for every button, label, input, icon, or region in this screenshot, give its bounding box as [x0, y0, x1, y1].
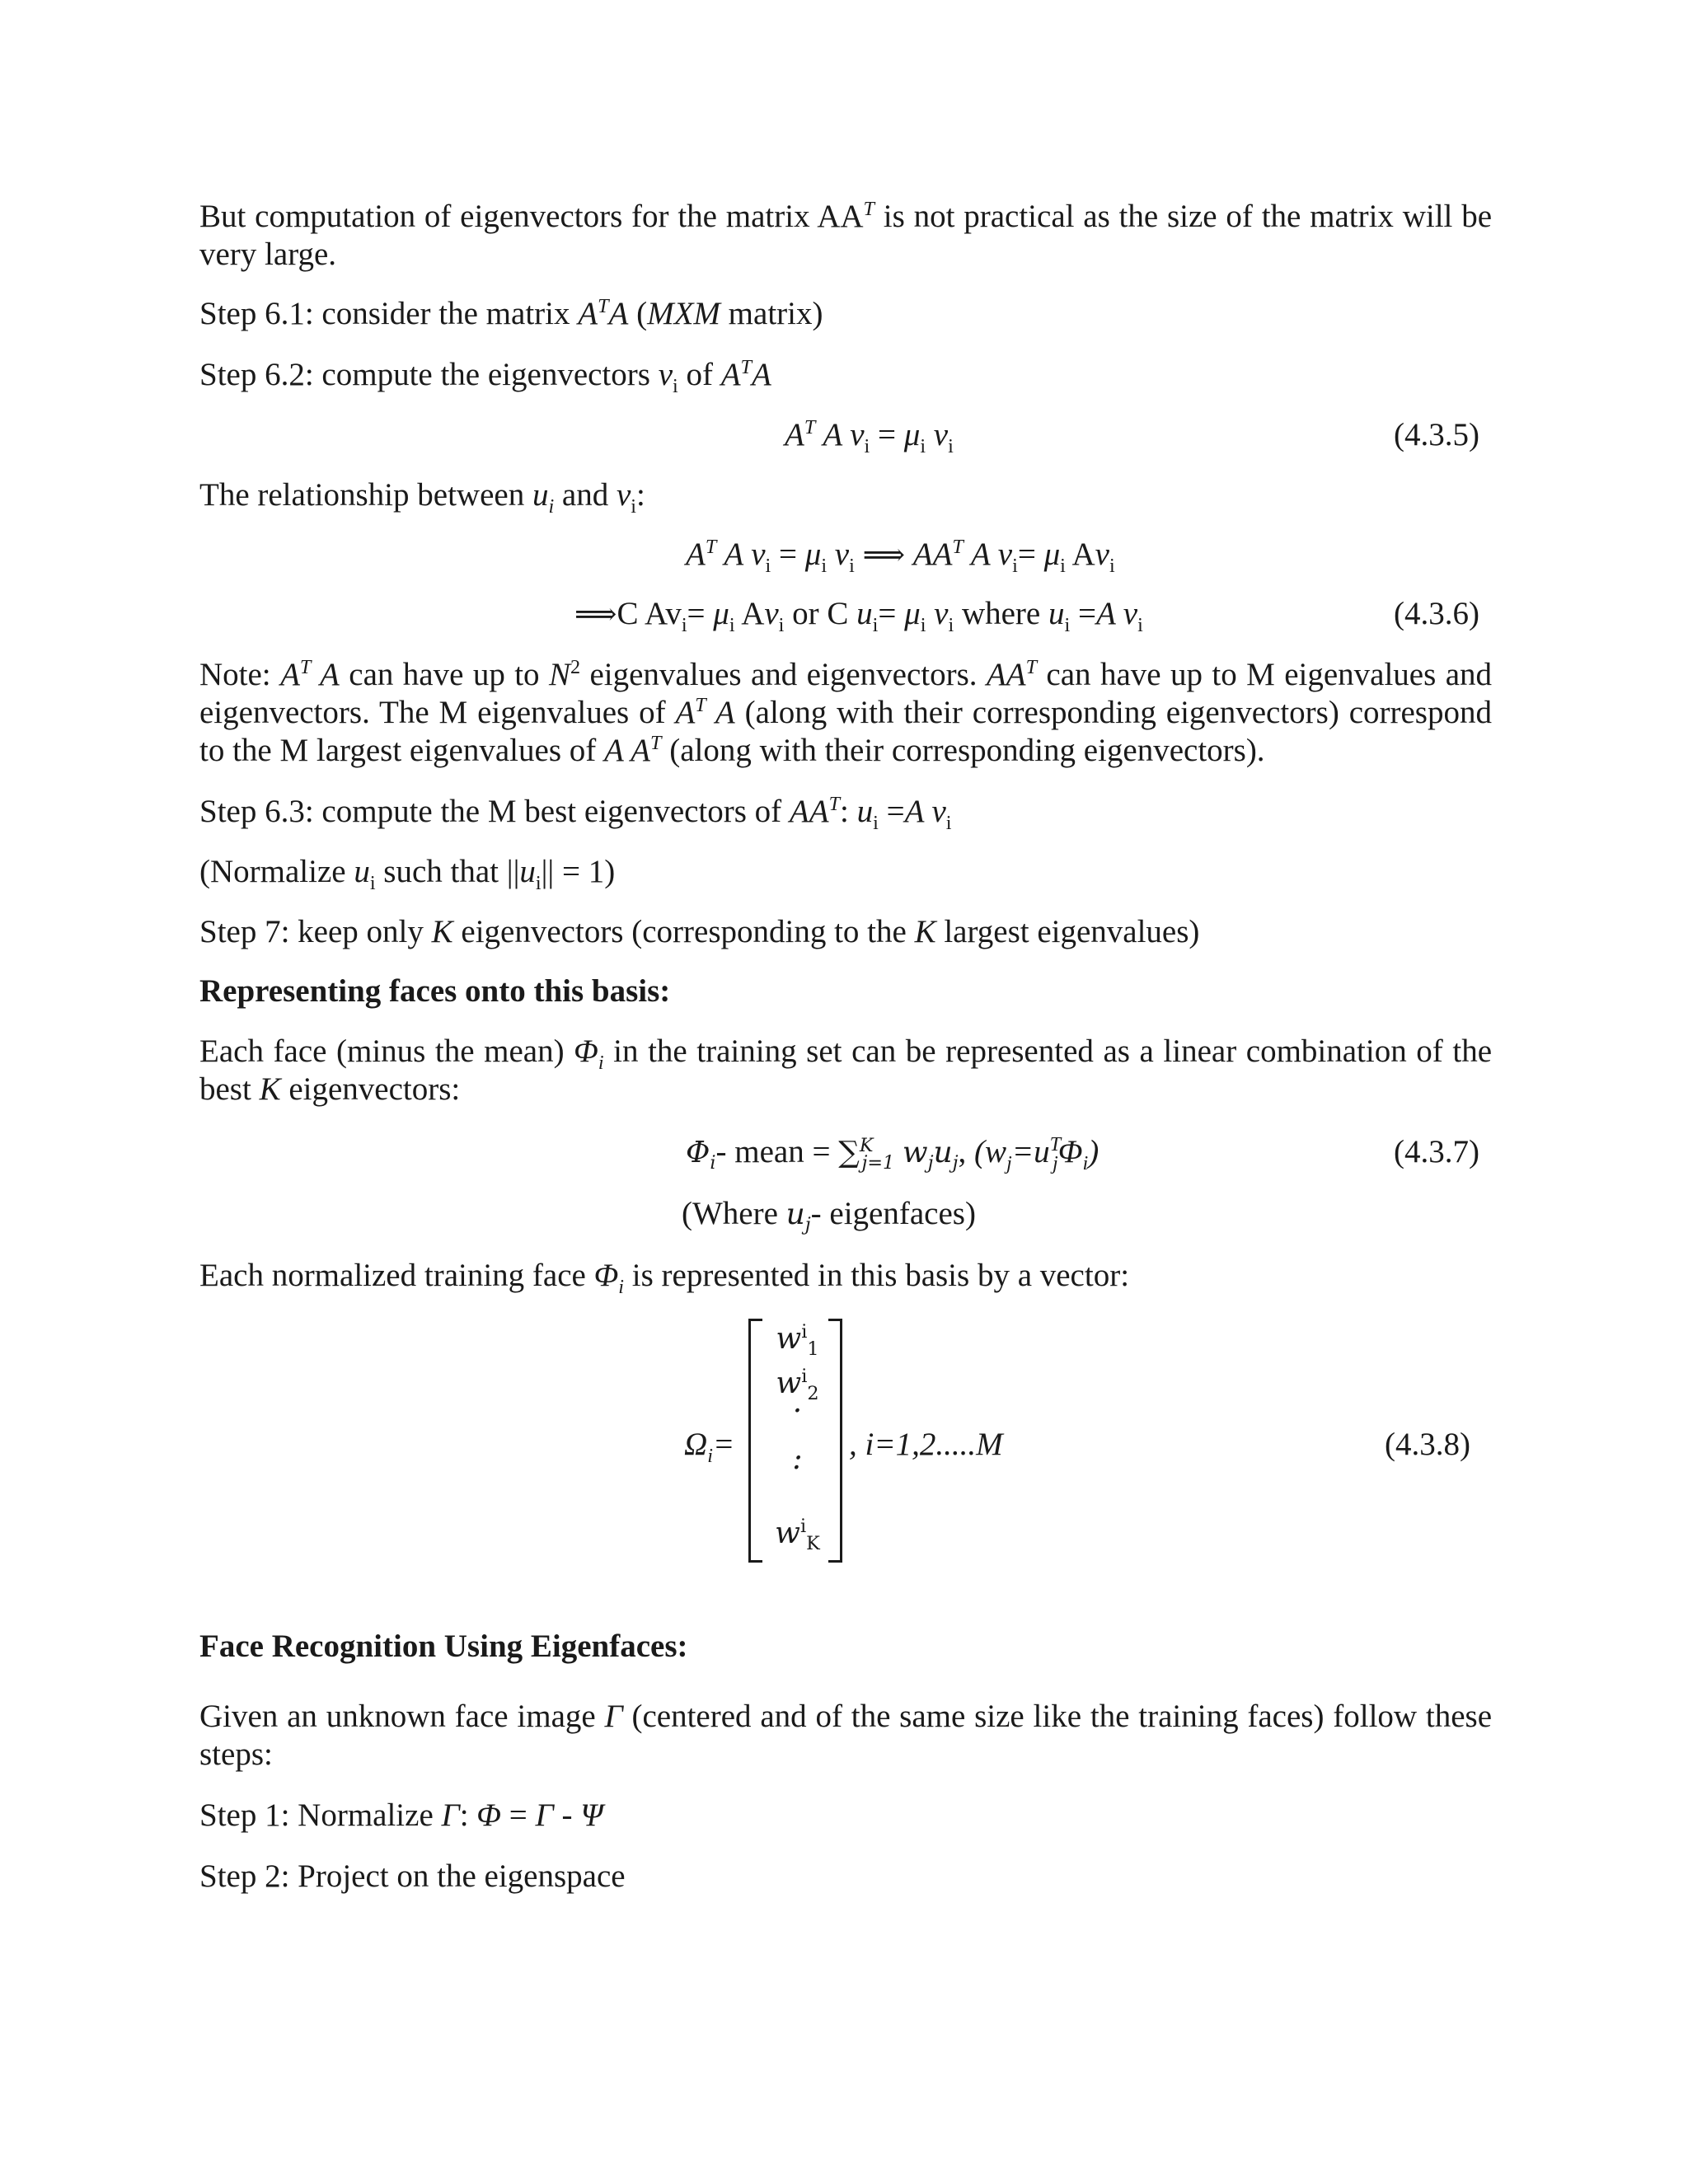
step-6-1: Step 6.1: consider the matrix $A^TA$ (MXM matrix)	[199, 295, 823, 331]
each-normalized-post: is represented in this basis by a vector:	[624, 1258, 1130, 1293]
normalize-text: (Normalize	[199, 854, 354, 889]
step-7: Step 7: keep only K eigenvectors (corresponding to the K largest eigenvalues)	[199, 914, 1200, 949]
where-eigenfaces: (Where $u_j-$ eigenfaces)	[682, 1196, 976, 1236]
heading-face-recognition: Face Recognition Using Eigenfaces:	[199, 1629, 688, 1664]
relationship-text: The relationship between	[199, 477, 532, 513]
matrix-dot: ·	[792, 1394, 803, 1428]
note-text-5: (along with their corresponding eigenvectors).	[661, 733, 1265, 769]
step-7-end: largest eigenvalues)	[935, 914, 1200, 949]
equation-number: (4.3.8)	[1385, 1427, 1470, 1462]
equation-4-3-6-line1: $A^T$ A $v_i = \mu_i$ $v_i$ ⟹ $AA^T$ A $v_i= \mu_i$ $Av_i$	[686, 536, 1115, 577]
normalize-such-that: such that ||	[375, 854, 520, 889]
step-7-mid: eigenvectors (corresponding to the	[452, 914, 915, 949]
equation-number: (4.3.7)	[1394, 1134, 1479, 1169]
mxm-text: MXM	[647, 296, 720, 331]
step-6-2-text: Step 6.2: compute the eigenvectors	[199, 357, 659, 392]
matrix-cell-w1: $w^i_1$	[776, 1321, 819, 1361]
given-post: (centered and of the same size like the training faces) follow these steps:	[199, 1699, 1492, 1773]
recognition-step-1: Step 1: Normalize Γ: Φ = Γ - Ψ	[199, 1797, 603, 1833]
eq-or: or C	[784, 596, 857, 631]
step-6-3: Step 6.3: compute the M best eigenvectors of $AA^T$: $u_i =A$ $v_i$	[199, 793, 952, 834]
transpose-sup: T	[863, 198, 874, 220]
equation-4-3-6-line2: ⟹C $Av_i= \mu_i$ $Av_i$ or C $u_i= \mu_i$ $v_i$ where $u_i =A$ $v_i$ (4.3.6)	[574, 596, 1479, 636]
where-post: - eigenfaces)	[810, 1196, 976, 1231]
intro-paragraph	[199, 198, 1492, 274]
recognition-step-2: Step 2: Project on the eigenspace	[199, 1858, 626, 1894]
each-normalized-line: Each normalized training face $\Phi_i$ is represented in this basis by a vector:	[199, 1258, 1130, 1298]
equation-4-3-5: $A^T$ A $v_i = \mu_i$ $v_i$ (4.3.5)	[785, 416, 1479, 457]
eq-where: where	[954, 596, 1048, 631]
each-face-end: eigenvectors:	[280, 1071, 461, 1108]
relationship-line: The relationship between $u_i$ and $v_i$:	[199, 477, 645, 518]
matrix-cell-w2: $w^i_2$	[776, 1366, 819, 1405]
relationship-and: and	[554, 477, 617, 513]
step-7-text: Step 7: keep only	[199, 914, 432, 949]
step-6-2: Step 6.2: compute the eigenvectors $v_i$ of $A^TA$	[199, 356, 771, 397]
equation-number: (4.3.6)	[1394, 596, 1479, 631]
given-paragraph: Given an unknown face image Γ (centered and of the same size like the training faces) follow these steps:	[199, 1699, 1492, 1773]
each-normalized-text: Each normalized training face	[199, 1258, 594, 1293]
note-text-4: (along with their corresponding eigenvectors) correspond to the M largest eigenvalues of	[199, 695, 1492, 769]
step-6-2-of: of	[678, 357, 721, 392]
given-text: Given an unknown face image	[199, 1699, 605, 1734]
eq-c-av: C Av	[617, 596, 682, 631]
each-face-text-2: in the training set can be represented as a linear combination of the best	[199, 1033, 1492, 1108]
step-1-text: Step 1: Normalize	[199, 1797, 442, 1833]
intro-text: But computation of eigenvectors for the matrix AA	[199, 199, 864, 234]
heading-representing-faces: Representing faces onto this basis:	[199, 973, 671, 1009]
normalize-end: || = 1)	[541, 854, 616, 889]
equation-4-3-7: $\Phi_i-$ mean = ∑$^K_{j=1}$ $w_ju_j$, $(w_j=u^T_j\Phi_i)$ (4.3.7)	[686, 1133, 1479, 1174]
note-text-1: can have up to	[339, 657, 549, 692]
left-bracket	[748, 1319, 762, 1563]
note-paragraph: Note: $A^T$ A can have up to $N^2$ eigenvalues and eigenvectors. $AA^T$ can have up to M eigenvalues and eigenvectors. The M eigenvalues of $A^T$ A (along with their corresponding eigenvectors) correspond to the M largest eigenvalues of A $A^T$ (along with their corresponding eigenvectors).	[199, 656, 1493, 769]
matrix-vdots: :	[792, 1442, 803, 1476]
note-text-2: eigenvalues and eigenvectors.	[580, 657, 987, 692]
each-face-paragraph: Each face (minus the mean) $\Phi_i$ in the training set can be represented as a linear combination of the best K eigenvectors:	[199, 1033, 1492, 1108]
eq-mean: - mean =	[715, 1134, 839, 1169]
note-text-3: can have up to M eigenvalues and eigenvectors. The M eigenvalues of	[199, 657, 1493, 731]
equation-number: (4.3.5)	[1394, 417, 1479, 452]
normalize-line: (Normalize $u_i$ such that $||u_i|| = 1$)	[199, 854, 616, 894]
where-text: (Where	[682, 1196, 786, 1231]
each-face-text: Each face (minus the mean)	[199, 1033, 574, 1069]
matrix-cell-wk: $w^i_K$	[775, 1516, 820, 1555]
step-6-1-matrix: matrix)	[720, 296, 823, 331]
note-label: Note:	[199, 657, 281, 692]
step-6-3-text: Step 6.3: compute the M best eigenvectors of	[199, 794, 790, 829]
omega-label: $\Omega_i=$	[684, 1427, 735, 1467]
step-6-1-text: Step 6.1: consider the matrix	[199, 296, 579, 331]
omega-symbol: Ω	[684, 1427, 708, 1462]
matrix-index-range: , i=1,2.....M	[849, 1427, 1003, 1462]
equation-4-3-8	[684, 1319, 1492, 1566]
intro-text-rest: is not practical as the size of the matrix will be very large.	[199, 199, 1493, 273]
